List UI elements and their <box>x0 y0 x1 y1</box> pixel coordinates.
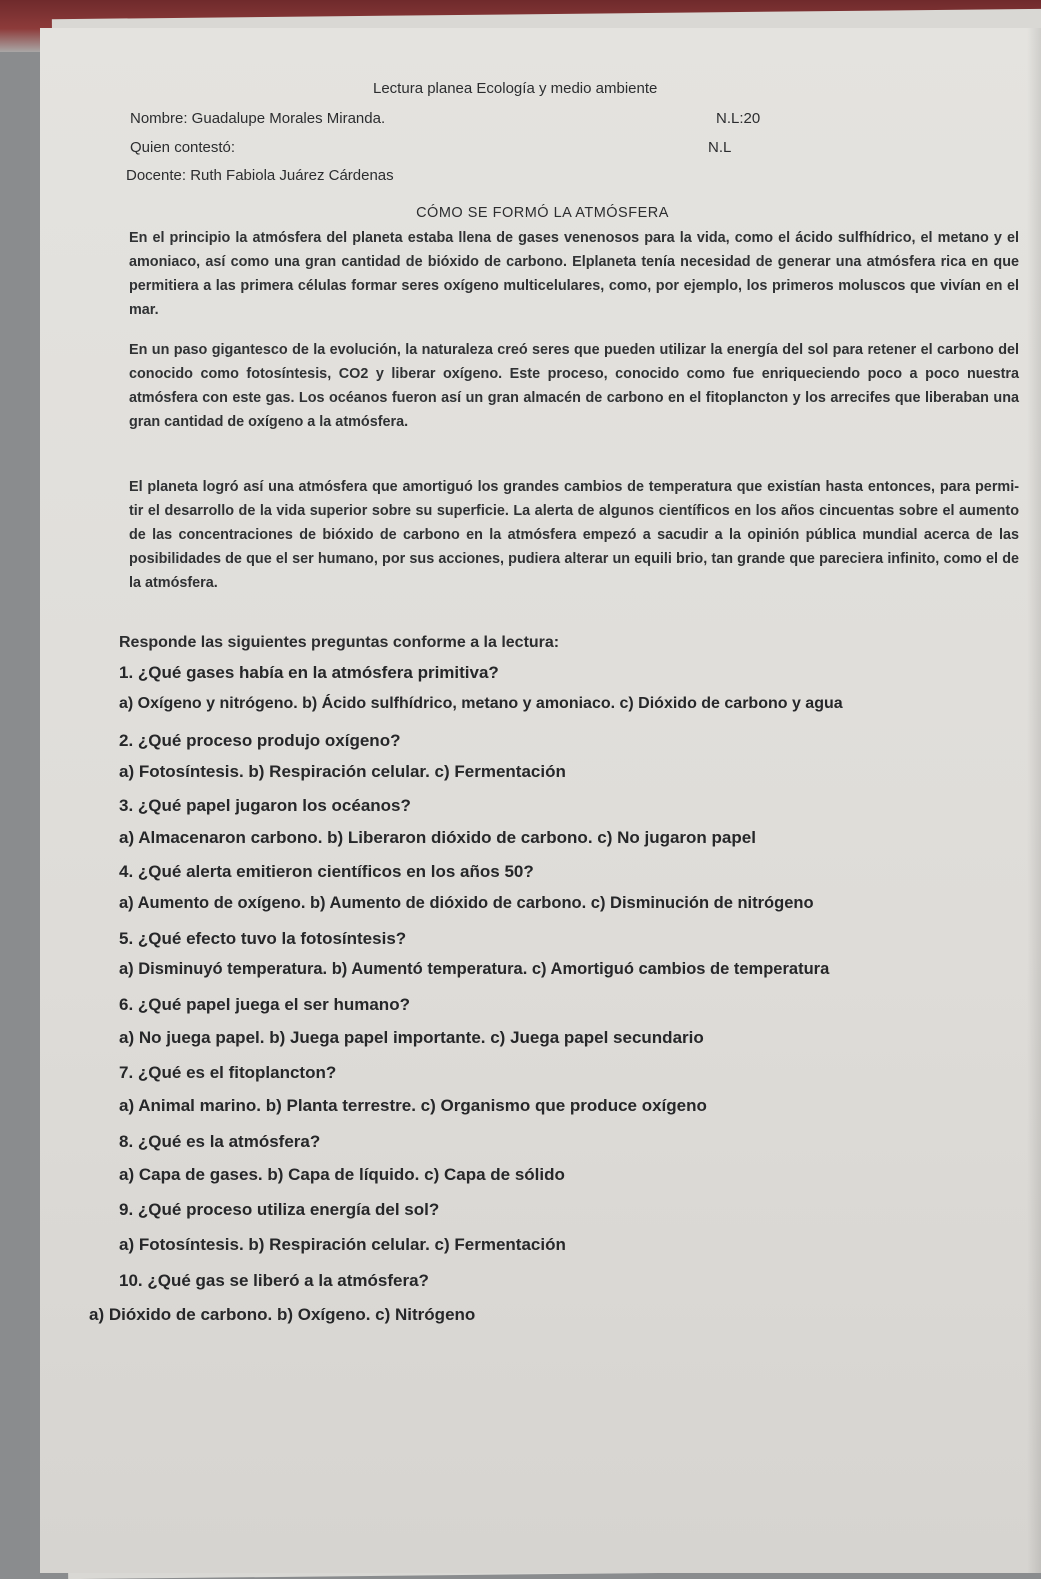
question-1: 1. ¿Qué gases había en la atmósfera primitiva? <box>119 663 499 682</box>
question-3: 3. ¿Qué papel jugaron los océanos? <box>119 796 411 815</box>
answers-3: a) Almacenaron carbono. b) Liberaron dióxido de carbono. c) No jugaron papel <box>119 828 756 847</box>
answers-5: a) Disminuyó temperatura. b) Aumentó temperatura. c) Amortiguó cambios de temperatura <box>119 960 830 978</box>
reading-title: CÓMO SE FORMÓ LA ATMÓSFERA <box>416 205 669 221</box>
answers-10: a) Dióxido de carbono. b) Oxígeno. c) Nitrógeno <box>89 1305 476 1324</box>
question-8: 8. ¿Qué es la atmósfera? <box>119 1132 321 1151</box>
answered-by-label: Quien contestó: <box>130 139 236 156</box>
teacher-name: Docente: Ruth Fabiola Juárez Cárdenas <box>126 167 394 184</box>
answers-1: a) Oxígeno y nitrógeno. b) Ácido sulfhídrico, metano y amoniaco. c) Dióxido de carbono y agua <box>119 695 843 712</box>
question-9: 9. ¿Qué proceso utiliza energía del sol? <box>119 1200 440 1219</box>
answers-4: a) Aumento de oxígeno. b) Aumento de dióxido de carbono. c) Disminución de nitrógeno <box>119 894 814 912</box>
nl-label: N.L <box>708 139 732 156</box>
question-10: 10. ¿Qué gas se liberó a la atmósfera? <box>119 1271 429 1290</box>
question-5: 5. ¿Qué efecto tuvo la fotosíntesis? <box>119 929 407 948</box>
answers-9: a) Fotosíntesis. b) Respiración celular. c) Fermentación <box>119 1235 566 1254</box>
question-7: 7. ¿Qué es el fitoplancton? <box>119 1063 337 1082</box>
quiz-instructions: Responde las siguientes preguntas conforme a la lectura: <box>119 634 560 651</box>
question-4: 4. ¿Qué alerta emitieron científicos en los años 50? <box>119 862 534 881</box>
question-6: 6. ¿Qué papel juega el ser humano? <box>119 995 410 1014</box>
answers-8: a) Capa de gases. b) Capa de líquido. c) Capa de sólido <box>119 1165 565 1184</box>
worksheet-page <box>40 28 1041 1573</box>
answers-2: a) Fotosíntesis. b) Respiración celular. c) Fermentación <box>119 762 566 781</box>
question-2: 2. ¿Qué proceso produjo oxígeno? <box>119 731 401 750</box>
reading-paragraph-1: En el principio la atmósfera del planeta estaba llena de gases venenosos para la vida, como el ácido sulfhídrico, el metano y el amoniaco, así como una gran cantidad de bióxido de carbono. Elplaneta tenía necesidad de generar una atmósfera rica en que permitiera a las primera células formar seres oxígeno multicelulares, como, por ejemplo, los primeros moluscos que vivían en el mar. <box>129 230 1019 318</box>
reading-paragraph-2: En un paso gigantesco de la evolución, la naturaleza creó seres que pueden utilizar la energía del sol para retener el carbono del conocido como fotosíntesis, CO2 y liberar oxígeno. Este proceso, conocido como fue enriqueciendo poco a poco nuestra atmósfera con este gas. Los océanos fueron así un gran almacén de carbono en el fitoplancton y los arrecifes que liberaban una gran cantidad de oxígeno a la atmósfera. <box>129 342 1019 430</box>
answers-6: a) No juega papel. b) Juega papel importante. c) Juega papel secundario <box>119 1028 704 1047</box>
subject-heading: Lectura planea Ecología y medio ambiente <box>373 80 658 97</box>
nl-score: N.L:20 <box>716 110 761 127</box>
answers-7: a) Animal marino. b) Planta terrestre. c) Organismo que produce oxígeno <box>119 1096 707 1115</box>
student-name: Nombre: Guadalupe Morales Miranda. <box>130 110 386 127</box>
reading-paragraph-3: El planeta logró así una atmósfera que amortiguó los grandes cambios de temperatura que existían hasta entonces, para permi- tir el desarrollo de la vida superior sobre su superficie. La alerta de algunos científicos en los años cincuentas sobre el aumento de las concentraciones de bióxido de carbono en la atmósfera empezó a sacudir a la opinión pública mundial acerca de las posibilidades de que el ser humano, por sus acciones, pudiera alterar un equili brio, tan grande que pareciera infinito, como el de la atmósfera. <box>129 479 1019 591</box>
